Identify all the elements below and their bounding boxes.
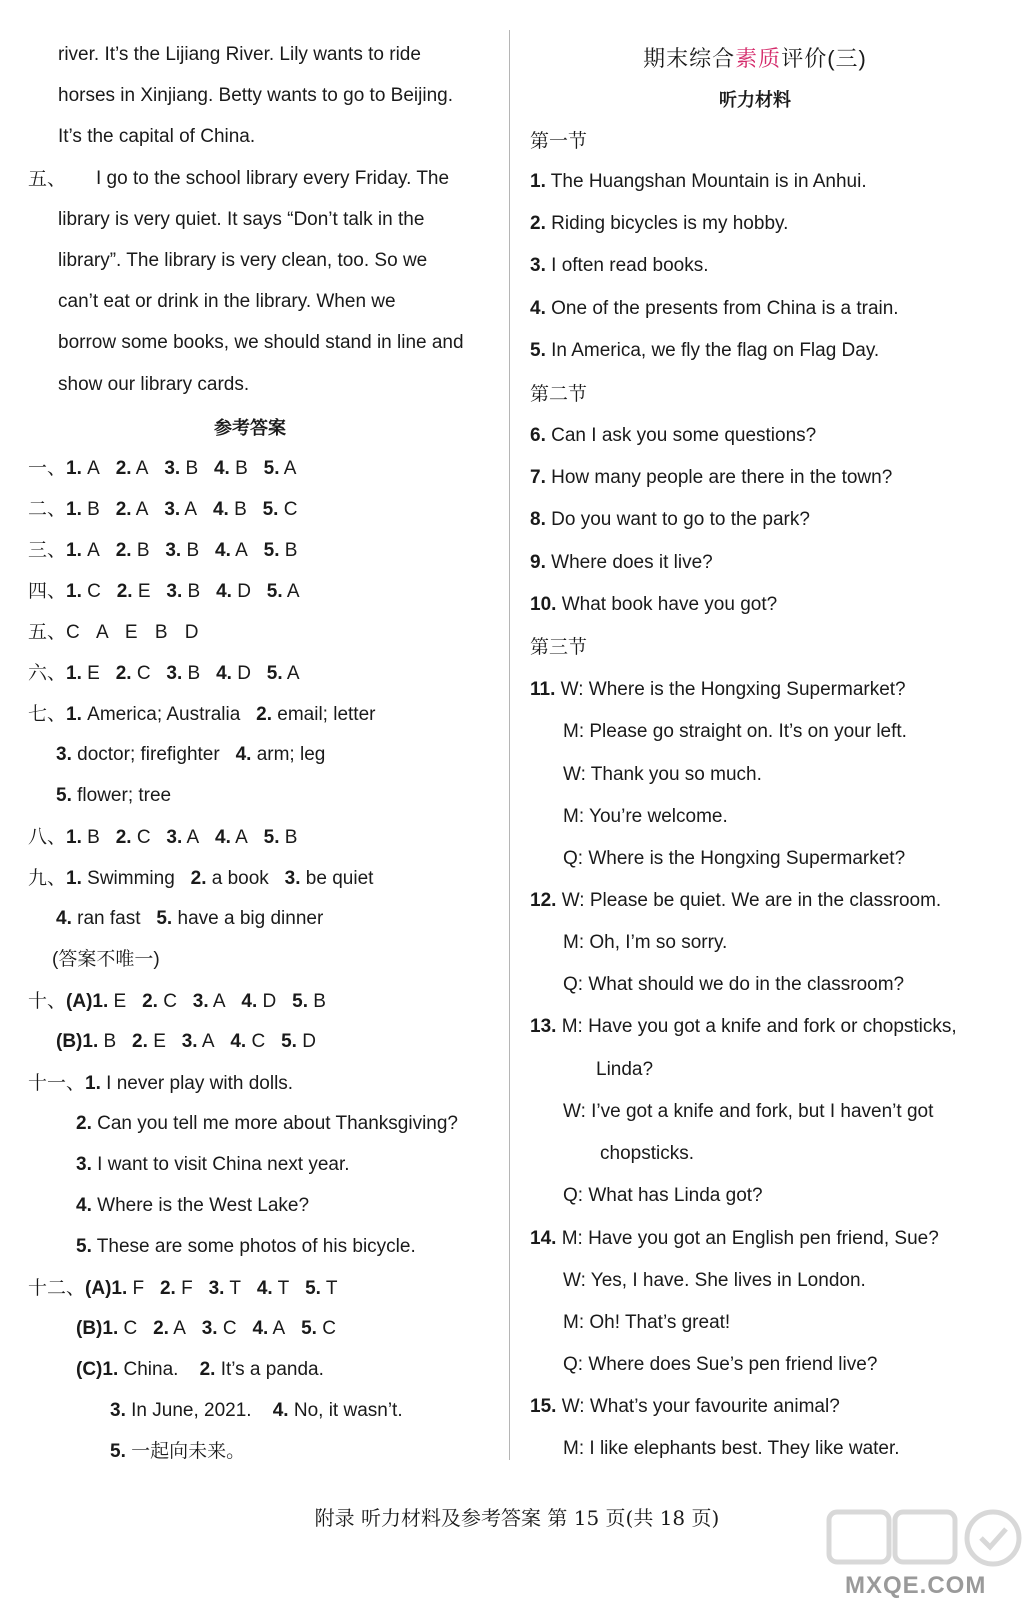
item-answer: E bbox=[153, 1031, 166, 1052]
answer-line bbox=[56, 1029, 316, 1055]
item-answer: A bbox=[286, 663, 300, 684]
answer-line bbox=[28, 496, 297, 523]
item-answer: T bbox=[325, 1278, 338, 1299]
item-answer: F bbox=[181, 1278, 193, 1299]
item-num: 2. bbox=[115, 827, 132, 848]
item-num: (A)1. bbox=[66, 991, 109, 1012]
item-answer: D bbox=[237, 581, 251, 602]
answer-note: (答案不唯一) bbox=[52, 949, 160, 970]
exam-title-pre: 期末综合 bbox=[643, 46, 736, 71]
passage-line: library”. The library is very clean, too. So we bbox=[58, 250, 428, 271]
item-num: 14. bbox=[530, 1228, 557, 1249]
item-answer: B bbox=[87, 827, 100, 848]
item-num: (A)1. bbox=[85, 1278, 128, 1299]
item-answer: A bbox=[272, 1318, 286, 1339]
section-label: 五、 bbox=[28, 621, 67, 643]
item-num: 3. bbox=[110, 1400, 126, 1421]
passage-line: horses in Xinjiang. Betty wants to go to Beijing. bbox=[58, 85, 454, 106]
item-num: 2. bbox=[190, 868, 207, 889]
answer-line bbox=[28, 619, 199, 646]
item-num: 5. bbox=[263, 827, 280, 848]
item-text: In America, we fly the flag on Flag Day. bbox=[551, 340, 880, 361]
listening-item bbox=[530, 296, 899, 322]
answer-line bbox=[56, 906, 323, 932]
answer-line bbox=[28, 865, 373, 892]
item-answer: C bbox=[251, 1031, 266, 1052]
item-num: 1. bbox=[66, 458, 82, 479]
answer-line bbox=[56, 742, 325, 768]
answer-line bbox=[28, 701, 375, 728]
section-label: 十、 bbox=[28, 990, 67, 1012]
item-text: How many people are there in the town? bbox=[551, 467, 893, 488]
item-num: 3. bbox=[284, 868, 301, 889]
item-num: (C)1. bbox=[76, 1359, 119, 1380]
item-text: Riding bicycles is my hobby. bbox=[551, 213, 789, 234]
item-answer: C bbox=[136, 663, 151, 684]
exam-title-post: 评价(三) bbox=[781, 46, 867, 71]
item-answer: A bbox=[87, 458, 100, 479]
item-num: 3. bbox=[201, 1318, 218, 1339]
dialogue-line: Linda? bbox=[596, 1059, 654, 1080]
passage-line: It’s the capital of China. bbox=[58, 126, 256, 147]
item-num: 1. bbox=[530, 171, 546, 192]
item-answer: A bbox=[235, 827, 248, 848]
item-answer: A bbox=[135, 458, 149, 479]
item-answer: A bbox=[235, 540, 248, 561]
passage-line: show our library cards. bbox=[58, 374, 250, 395]
item-answer: C bbox=[322, 1318, 336, 1339]
item-answer: B bbox=[103, 1031, 117, 1052]
item-answer: be quiet bbox=[305, 868, 374, 889]
item-num: 4. bbox=[530, 298, 546, 319]
section-label: 十一、 bbox=[28, 1072, 86, 1094]
passage-line: library is very quiet. It says “Don’t talk in the bbox=[58, 209, 425, 230]
item-answer: These are some photos of his bicycle. bbox=[96, 1236, 416, 1257]
dialogue-line bbox=[530, 677, 906, 703]
item-num: 12. bbox=[530, 890, 557, 911]
item-num: 9. bbox=[530, 552, 546, 573]
section-label: 六、 bbox=[28, 662, 67, 684]
item-answer: A bbox=[286, 581, 300, 602]
answer-line bbox=[28, 1070, 293, 1097]
section-heading: 第一节 bbox=[530, 130, 588, 152]
answer-line bbox=[28, 660, 300, 687]
item-num: 1. bbox=[66, 663, 82, 684]
dialogue-line bbox=[530, 1014, 957, 1040]
item-answer: C bbox=[163, 991, 177, 1012]
item-num: 3. bbox=[181, 1031, 198, 1052]
answer-line bbox=[110, 1398, 403, 1424]
item-num: 5. bbox=[263, 540, 280, 561]
item-answer: B bbox=[185, 458, 199, 479]
section-label: 九、 bbox=[28, 867, 67, 889]
item-answer: C bbox=[123, 1318, 138, 1339]
item-answer: E bbox=[113, 991, 127, 1012]
section-label: 三、 bbox=[28, 539, 67, 561]
item-num: 3. bbox=[164, 499, 181, 520]
answer-line bbox=[28, 455, 296, 482]
section-label: 八、 bbox=[28, 826, 67, 848]
item-answer: I never play with dolls. bbox=[106, 1073, 294, 1094]
item-num: 3. bbox=[166, 827, 183, 848]
item-num: 1. bbox=[66, 704, 82, 725]
item-answer: C bbox=[87, 581, 101, 602]
item-num: 1. bbox=[66, 827, 82, 848]
item-num: 4. bbox=[241, 991, 258, 1012]
item-num: 2. bbox=[115, 458, 132, 479]
item-num: (B)1. bbox=[76, 1318, 119, 1339]
listening-item bbox=[530, 507, 810, 533]
item-num: 3. bbox=[530, 255, 546, 276]
item-answer: A bbox=[173, 1318, 186, 1339]
answer-line bbox=[76, 1357, 324, 1383]
item-answer: C bbox=[136, 827, 151, 848]
item-answer: doctor; firefighter bbox=[77, 744, 220, 765]
dialogue-line: W: Yes, I have. She lives in London. bbox=[563, 1270, 866, 1291]
listening-item bbox=[530, 253, 709, 279]
item-num: 3. bbox=[166, 663, 183, 684]
item-num: 2. bbox=[76, 1113, 92, 1134]
item-answer: B bbox=[313, 991, 326, 1012]
answer-line bbox=[110, 1439, 245, 1465]
item-answer: A bbox=[283, 458, 297, 479]
item-answer: a book bbox=[211, 868, 269, 889]
item-answer: flower; tree bbox=[77, 785, 172, 806]
dialogue-line bbox=[530, 1226, 939, 1252]
item-num: 11. bbox=[530, 679, 556, 700]
item-num: 4. bbox=[252, 1318, 269, 1339]
item-num: 5. bbox=[301, 1318, 317, 1339]
item-num: 5. bbox=[292, 991, 308, 1012]
item-answer: China. bbox=[123, 1359, 179, 1380]
item-num: 1. bbox=[66, 499, 82, 520]
item-answer: B bbox=[187, 581, 201, 602]
item-answer: have a big dinner bbox=[177, 908, 324, 929]
item-answer: E bbox=[137, 581, 151, 602]
item-num: 3. bbox=[208, 1278, 225, 1299]
item-answer: Swimming bbox=[87, 868, 175, 889]
section-label: 二、 bbox=[28, 498, 67, 520]
item-answer: B bbox=[87, 499, 100, 520]
item-num: 2. bbox=[153, 1318, 169, 1339]
section-heading: 第三节 bbox=[530, 636, 588, 658]
item-answer: A bbox=[87, 540, 100, 561]
item-num: 5. bbox=[56, 785, 72, 806]
dialogue-line: M: You’re welcome. bbox=[563, 806, 728, 827]
answer-line bbox=[76, 1316, 336, 1342]
item-num: 4. bbox=[256, 1278, 273, 1299]
item-answer: B bbox=[186, 540, 200, 561]
dialogue-line: M: I like elephants best. They like water. bbox=[563, 1438, 900, 1459]
item-num: 3. bbox=[192, 991, 209, 1012]
item-num: 2. bbox=[132, 1031, 148, 1052]
dialogue-line: W: Thank you so much. bbox=[563, 764, 762, 785]
item-num: 1. bbox=[66, 868, 82, 889]
item-num: 7. bbox=[530, 467, 546, 488]
dialogue-line: chopsticks. bbox=[600, 1143, 694, 1164]
item-num: 1. bbox=[85, 1073, 101, 1094]
item-answer: A bbox=[186, 827, 200, 848]
item-num: 2. bbox=[115, 540, 132, 561]
item-answer: It’s a panda. bbox=[220, 1359, 324, 1380]
section-label: 五、 bbox=[28, 168, 67, 190]
dialogue-line: W: I’ve got a knife and fork, but I haven’t got bbox=[563, 1101, 934, 1122]
dialogue-line bbox=[530, 1394, 840, 1420]
passage-line: I go to the school library every Friday. The bbox=[96, 168, 450, 189]
item-num: 4. bbox=[213, 458, 230, 479]
item-num: 4. bbox=[216, 663, 232, 684]
item-num: 5. bbox=[110, 1441, 126, 1462]
answer-line bbox=[28, 537, 297, 564]
item-answer: A bbox=[135, 499, 149, 520]
item-num: 3. bbox=[165, 540, 182, 561]
item-num: 13. bbox=[530, 1016, 557, 1037]
dialogue-line: M: Oh, I’m so sorry. bbox=[563, 932, 728, 953]
answer-line bbox=[28, 1275, 337, 1302]
listening-item bbox=[530, 550, 713, 576]
item-answer: T bbox=[277, 1278, 290, 1299]
item-num: 6. bbox=[530, 425, 546, 446]
item-text: W: Where is the Hongxing Supermarket? bbox=[560, 679, 906, 700]
exam-title bbox=[520, 42, 990, 73]
item-answer: A bbox=[212, 991, 226, 1012]
item-num: 2. bbox=[530, 213, 546, 234]
answer-line bbox=[76, 1111, 458, 1137]
item-answer: A bbox=[201, 1031, 215, 1052]
item-answer: B bbox=[136, 540, 150, 561]
item-num: 4. bbox=[235, 744, 252, 765]
item-num: 4. bbox=[56, 908, 72, 929]
item-text: What book have you got? bbox=[561, 594, 778, 615]
watermark-text: MXQE.COM bbox=[845, 1572, 987, 1599]
item-num: 4. bbox=[216, 581, 232, 602]
item-num: 3. bbox=[76, 1154, 92, 1175]
item-num: 2. bbox=[116, 581, 133, 602]
item-num: 4. bbox=[212, 499, 229, 520]
dialogue-line: Q: What should we do in the classroom? bbox=[563, 974, 905, 995]
item-num: 5. bbox=[156, 908, 173, 929]
item-answer: In June, 2021. bbox=[131, 1400, 252, 1421]
item-text: Can I ask you some questions? bbox=[551, 425, 817, 446]
item-num: 4. bbox=[76, 1195, 92, 1216]
item-num: (B)1. bbox=[56, 1031, 99, 1052]
item-answer: No, it wasn’t. bbox=[293, 1400, 403, 1421]
listening-item bbox=[530, 338, 879, 364]
section-heading: 第二节 bbox=[530, 383, 588, 405]
dialogue-line: Q: Where does Sue’s pen friend live? bbox=[563, 1354, 878, 1375]
answer-line bbox=[76, 1193, 309, 1219]
dialogue-line: M: Oh! That’s great! bbox=[563, 1312, 731, 1333]
item-answer: Where is the West Lake? bbox=[97, 1195, 310, 1216]
item-answer: 一起向未来。 bbox=[131, 1441, 246, 1462]
item-num: 5. bbox=[266, 663, 283, 684]
item-answer: I want to visit China next year. bbox=[97, 1154, 350, 1175]
answer-line bbox=[28, 988, 326, 1015]
item-text: The Huangshan Mountain is in Anhui. bbox=[550, 171, 867, 192]
item-num: 4. bbox=[272, 1400, 289, 1421]
section-label: 四、 bbox=[28, 580, 67, 602]
answer-line bbox=[76, 1152, 350, 1178]
answer-line bbox=[28, 578, 300, 605]
item-answer: B bbox=[284, 827, 298, 848]
item-num: 10. bbox=[530, 594, 557, 615]
page-footer: 附录 听力材料及参考答案 第 15 页(共 18 页) bbox=[314, 1506, 720, 1530]
listening-item bbox=[530, 465, 892, 491]
item-num: 15. bbox=[530, 1396, 557, 1417]
item-answer: C bbox=[283, 499, 298, 520]
item-num: 5. bbox=[262, 499, 279, 520]
item-num: 4. bbox=[230, 1031, 247, 1052]
item-answer: D bbox=[237, 663, 251, 684]
section-label: 七、 bbox=[28, 703, 67, 725]
dialogue-line: Q: What has Linda got? bbox=[563, 1185, 763, 1206]
item-num: 3. bbox=[164, 458, 181, 479]
item-answer: ran fast bbox=[77, 908, 141, 929]
item-num: 5. bbox=[263, 458, 280, 479]
item-answer: arm; leg bbox=[256, 744, 326, 765]
item-answer: D bbox=[302, 1031, 316, 1052]
item-answer: T bbox=[229, 1278, 241, 1299]
item-num: 2. bbox=[256, 704, 272, 725]
item-answer: email; letter bbox=[277, 704, 376, 725]
item-text: Do you want to go to the park? bbox=[551, 509, 810, 530]
answer-line bbox=[28, 824, 297, 851]
item-text: I often read books. bbox=[551, 255, 709, 276]
item-answer: F bbox=[132, 1278, 145, 1299]
listening-item bbox=[530, 423, 816, 449]
section-label: 一、 bbox=[28, 457, 67, 479]
item-answer: A bbox=[184, 499, 198, 520]
item-answer: B bbox=[234, 499, 247, 520]
item-answer: Can you tell me more about Thanksgiving? bbox=[97, 1113, 458, 1134]
item-num: 4. bbox=[215, 827, 231, 848]
item-answer: B bbox=[284, 540, 298, 561]
item-num: 1. bbox=[66, 581, 82, 602]
item-num: 2. bbox=[199, 1359, 216, 1380]
item-answer: B bbox=[187, 663, 201, 684]
listening-heading: 听力材料 bbox=[719, 90, 791, 110]
item-num: 5. bbox=[305, 1278, 321, 1299]
item-answer: C bbox=[222, 1318, 237, 1339]
exam-title-highlight: 素质 bbox=[735, 46, 782, 71]
passage-line: can’t eat or drink in the library. When we bbox=[58, 291, 396, 312]
section-label: 十二、 bbox=[28, 1277, 86, 1299]
passage-line: river. It’s the Lijiang River. Lily wants to ride bbox=[58, 44, 421, 65]
item-num: 2. bbox=[142, 991, 158, 1012]
item-num: 3. bbox=[56, 744, 72, 765]
item-answer: B bbox=[235, 458, 248, 479]
item-answer: America; Australia bbox=[87, 704, 241, 725]
item-text: M: Have you got a knife and fork or chopsticks, bbox=[561, 1016, 957, 1037]
item-num: 2. bbox=[115, 663, 132, 684]
answers-heading: 参考答案 bbox=[214, 418, 286, 438]
item-text: One of the presents from China is a train. bbox=[551, 298, 899, 319]
item-text: Where does it live? bbox=[551, 552, 713, 573]
item-num: 5. bbox=[76, 1236, 92, 1257]
item-text: W: Please be quiet. We are in the classroom. bbox=[561, 890, 942, 911]
item-answer: D bbox=[262, 991, 277, 1012]
item-answer: E bbox=[87, 663, 100, 684]
dialogue-line: M: Please go straight on. It’s on your left. bbox=[563, 721, 907, 742]
item-num: 5. bbox=[281, 1031, 297, 1052]
item-num: 1. bbox=[66, 540, 82, 561]
item-text: M: Have you got an English pen friend, Sue? bbox=[561, 1228, 939, 1249]
item-answer: C A E B D bbox=[66, 622, 199, 643]
dialogue-line: Q: Where is the Hongxing Supermarket? bbox=[563, 848, 906, 869]
column-divider bbox=[509, 30, 510, 1460]
item-num: 5. bbox=[266, 581, 283, 602]
listening-item bbox=[530, 169, 867, 195]
passage-line: borrow some books, we should stand in line and bbox=[58, 332, 464, 353]
listening-item bbox=[530, 592, 777, 618]
item-num: 8. bbox=[530, 509, 546, 530]
item-text: W: What’s your favourite animal? bbox=[561, 1396, 840, 1417]
item-num: 3. bbox=[166, 581, 183, 602]
listening-item bbox=[530, 211, 788, 237]
answer-line bbox=[76, 1234, 416, 1260]
dialogue-line bbox=[530, 888, 941, 914]
item-num: 2. bbox=[115, 499, 132, 520]
answer-line bbox=[56, 783, 171, 809]
item-num: 4. bbox=[215, 540, 231, 561]
item-num: 5. bbox=[530, 340, 546, 361]
item-num: 2. bbox=[159, 1278, 176, 1299]
